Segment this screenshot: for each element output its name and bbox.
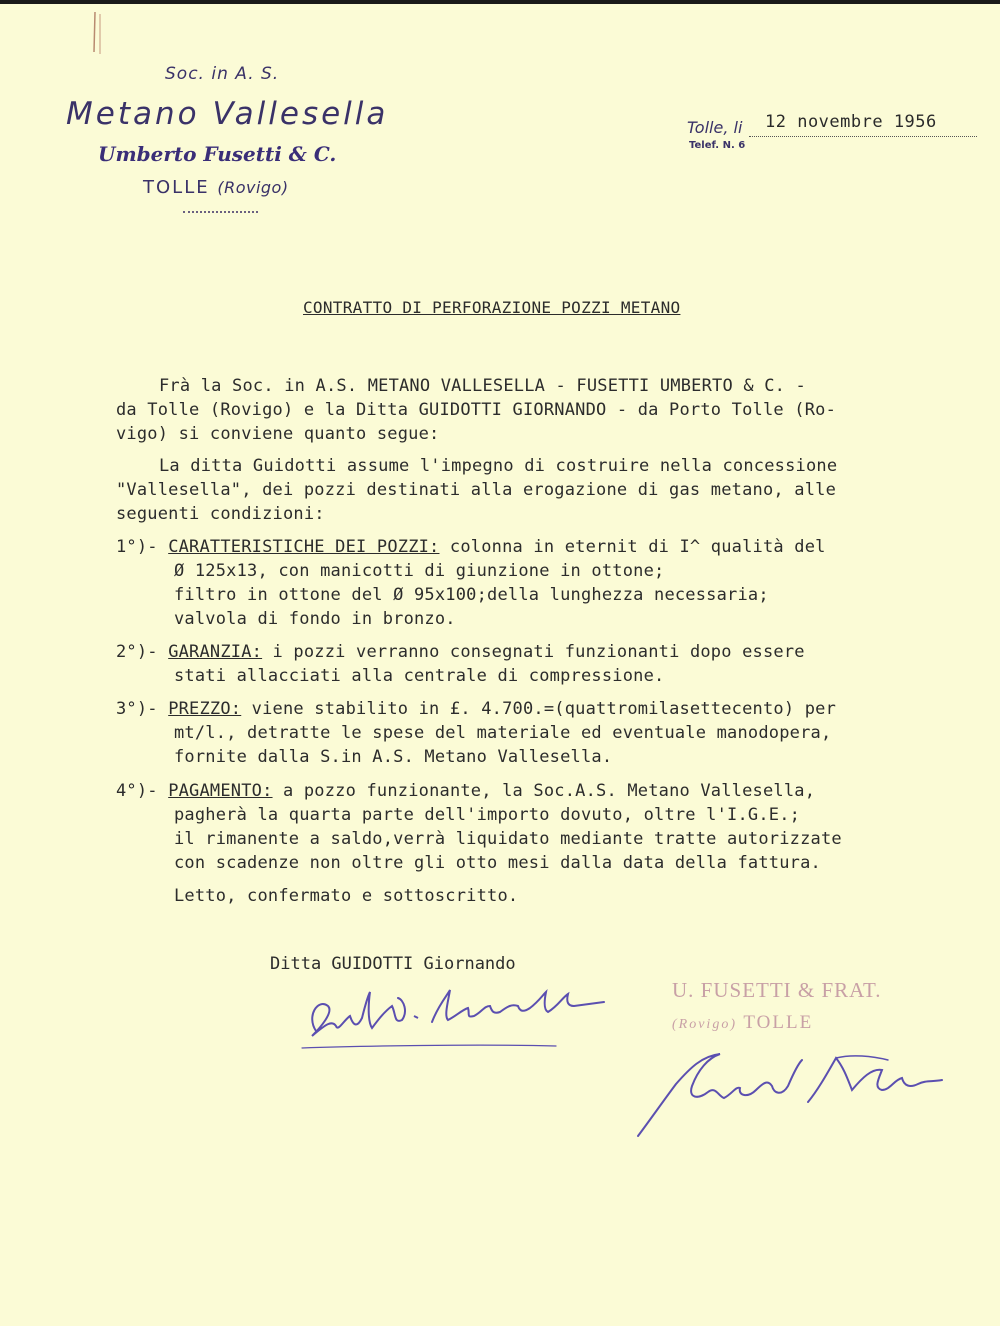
clause-1-line-3: filtro in ottone del Ø 95x100;della lunghezza necessaria; xyxy=(174,585,769,605)
dateline-dotted-rule xyxy=(749,136,977,137)
clause-2-first-line xyxy=(116,642,805,662)
stamp-province: (Rovigo) xyxy=(672,1017,737,1032)
commitment-line-2: "Vallesella", dei pozzi destinati alla erogazione di gas metano, alle xyxy=(116,480,837,500)
clause-number: 2°)- xyxy=(116,642,158,662)
intro-line-3: vigo) si conviene quanto segue: xyxy=(116,424,440,444)
dateline xyxy=(687,112,977,140)
stamp-place xyxy=(672,1012,813,1034)
letterhead-owner: Umberto Fusetti & C. xyxy=(98,142,337,166)
clause-number: 3°)- xyxy=(116,699,158,719)
clause-3-line-3: fornite dalla S.in A.S. Metano Vallesella. xyxy=(174,747,613,767)
document-page xyxy=(0,4,1000,1326)
letterhead-province: (Rovigo) xyxy=(217,178,289,197)
clause-3-first-line xyxy=(116,699,836,719)
commitment-line-1: La ditta Guidotti assume l'impegno di costruire nella concessione xyxy=(159,456,838,476)
stamp-town: TOLLE xyxy=(743,1012,814,1033)
clause-heading: GARANZIA: xyxy=(168,642,263,662)
intro-line-2: da Tolle (Rovigo) e la Ditta GUIDOTTI GIORNANDO - da Porto Tolle (Ro- xyxy=(116,400,837,420)
closing-formula: Letto, confermato e sottoscritto. xyxy=(174,886,519,906)
contract-title: CONTRATTO DI PERFORAZIONE POZZI METANO xyxy=(303,298,681,317)
company-stamp xyxy=(672,978,882,1048)
clause-4-line-3: il rimanente a saldo,verrà liquidato mediante tratte autorizzate xyxy=(174,829,842,849)
dateline-date: 12 novembre 1956 xyxy=(765,112,937,132)
clause-4-line-4: con scadenze non oltre gli otto mesi dalla data della fattura. xyxy=(174,853,821,873)
letterhead-address xyxy=(143,177,289,198)
intro-line-1: Frà la Soc. in A.S. METANO VALLESELLA - FUSETTI UMBERTO & C. - xyxy=(159,376,806,396)
clause-heading: PAGAMENTO: xyxy=(168,781,273,801)
letterhead-divider xyxy=(183,211,258,213)
clause-text: viene stabilito in £. 4.700.=(quattromilasettecento) per xyxy=(241,699,837,719)
clause-1-line-2: Ø 125x13, con manicotti di giunzione in ottone; xyxy=(174,561,665,581)
clause-4-first-line xyxy=(116,781,815,801)
clause-1-first-line xyxy=(116,537,826,557)
clause-number: 4°)- xyxy=(116,781,158,801)
letterhead-town: TOLLE xyxy=(143,177,210,198)
dateline-prefix: Tolle, li xyxy=(687,118,743,137)
clause-number: 1°)- xyxy=(116,537,158,557)
clause-heading: CARATTERISTICHE DEI POZZI: xyxy=(168,537,440,557)
clause-1-line-4: valvola di fondo in bronzo. xyxy=(174,609,456,629)
clause-text: colonna in eternit di I^ qualità del xyxy=(439,537,826,557)
telephone-number: Telef. N. 6 xyxy=(689,140,746,151)
letterhead-company-type: Soc. in A. S. xyxy=(165,64,280,84)
clause-2-line-2: stati allacciati alla centrale di compressione. xyxy=(174,666,665,686)
stamp-company: U. FUSETTI & FRAT. xyxy=(672,978,882,1002)
clause-3-line-2: mt/l., detratte le spese del materiale ed eventuale manodopera, xyxy=(174,723,832,743)
letterhead-company-name: Metano Vallesella xyxy=(66,96,389,132)
clause-text: a pozzo funzionante, la Soc.A.S. Metano Vallesella, xyxy=(272,781,816,801)
signatory-label: Ditta GUIDOTTI Giornando xyxy=(270,954,516,974)
commitment-line-3: seguenti condizioni: xyxy=(116,504,325,524)
clause-4-line-2: pagherà la quarta parte dell'importo dovuto, oltre l'I.G.E.; xyxy=(174,805,801,825)
clause-heading: PREZZO: xyxy=(168,699,242,719)
signature-guidotti xyxy=(298,976,610,1056)
signature-fusetti xyxy=(632,1050,952,1140)
margin-pencil-mark xyxy=(91,12,103,57)
clause-text: i pozzi verranno consegnati funzionanti dopo essere xyxy=(262,642,805,662)
